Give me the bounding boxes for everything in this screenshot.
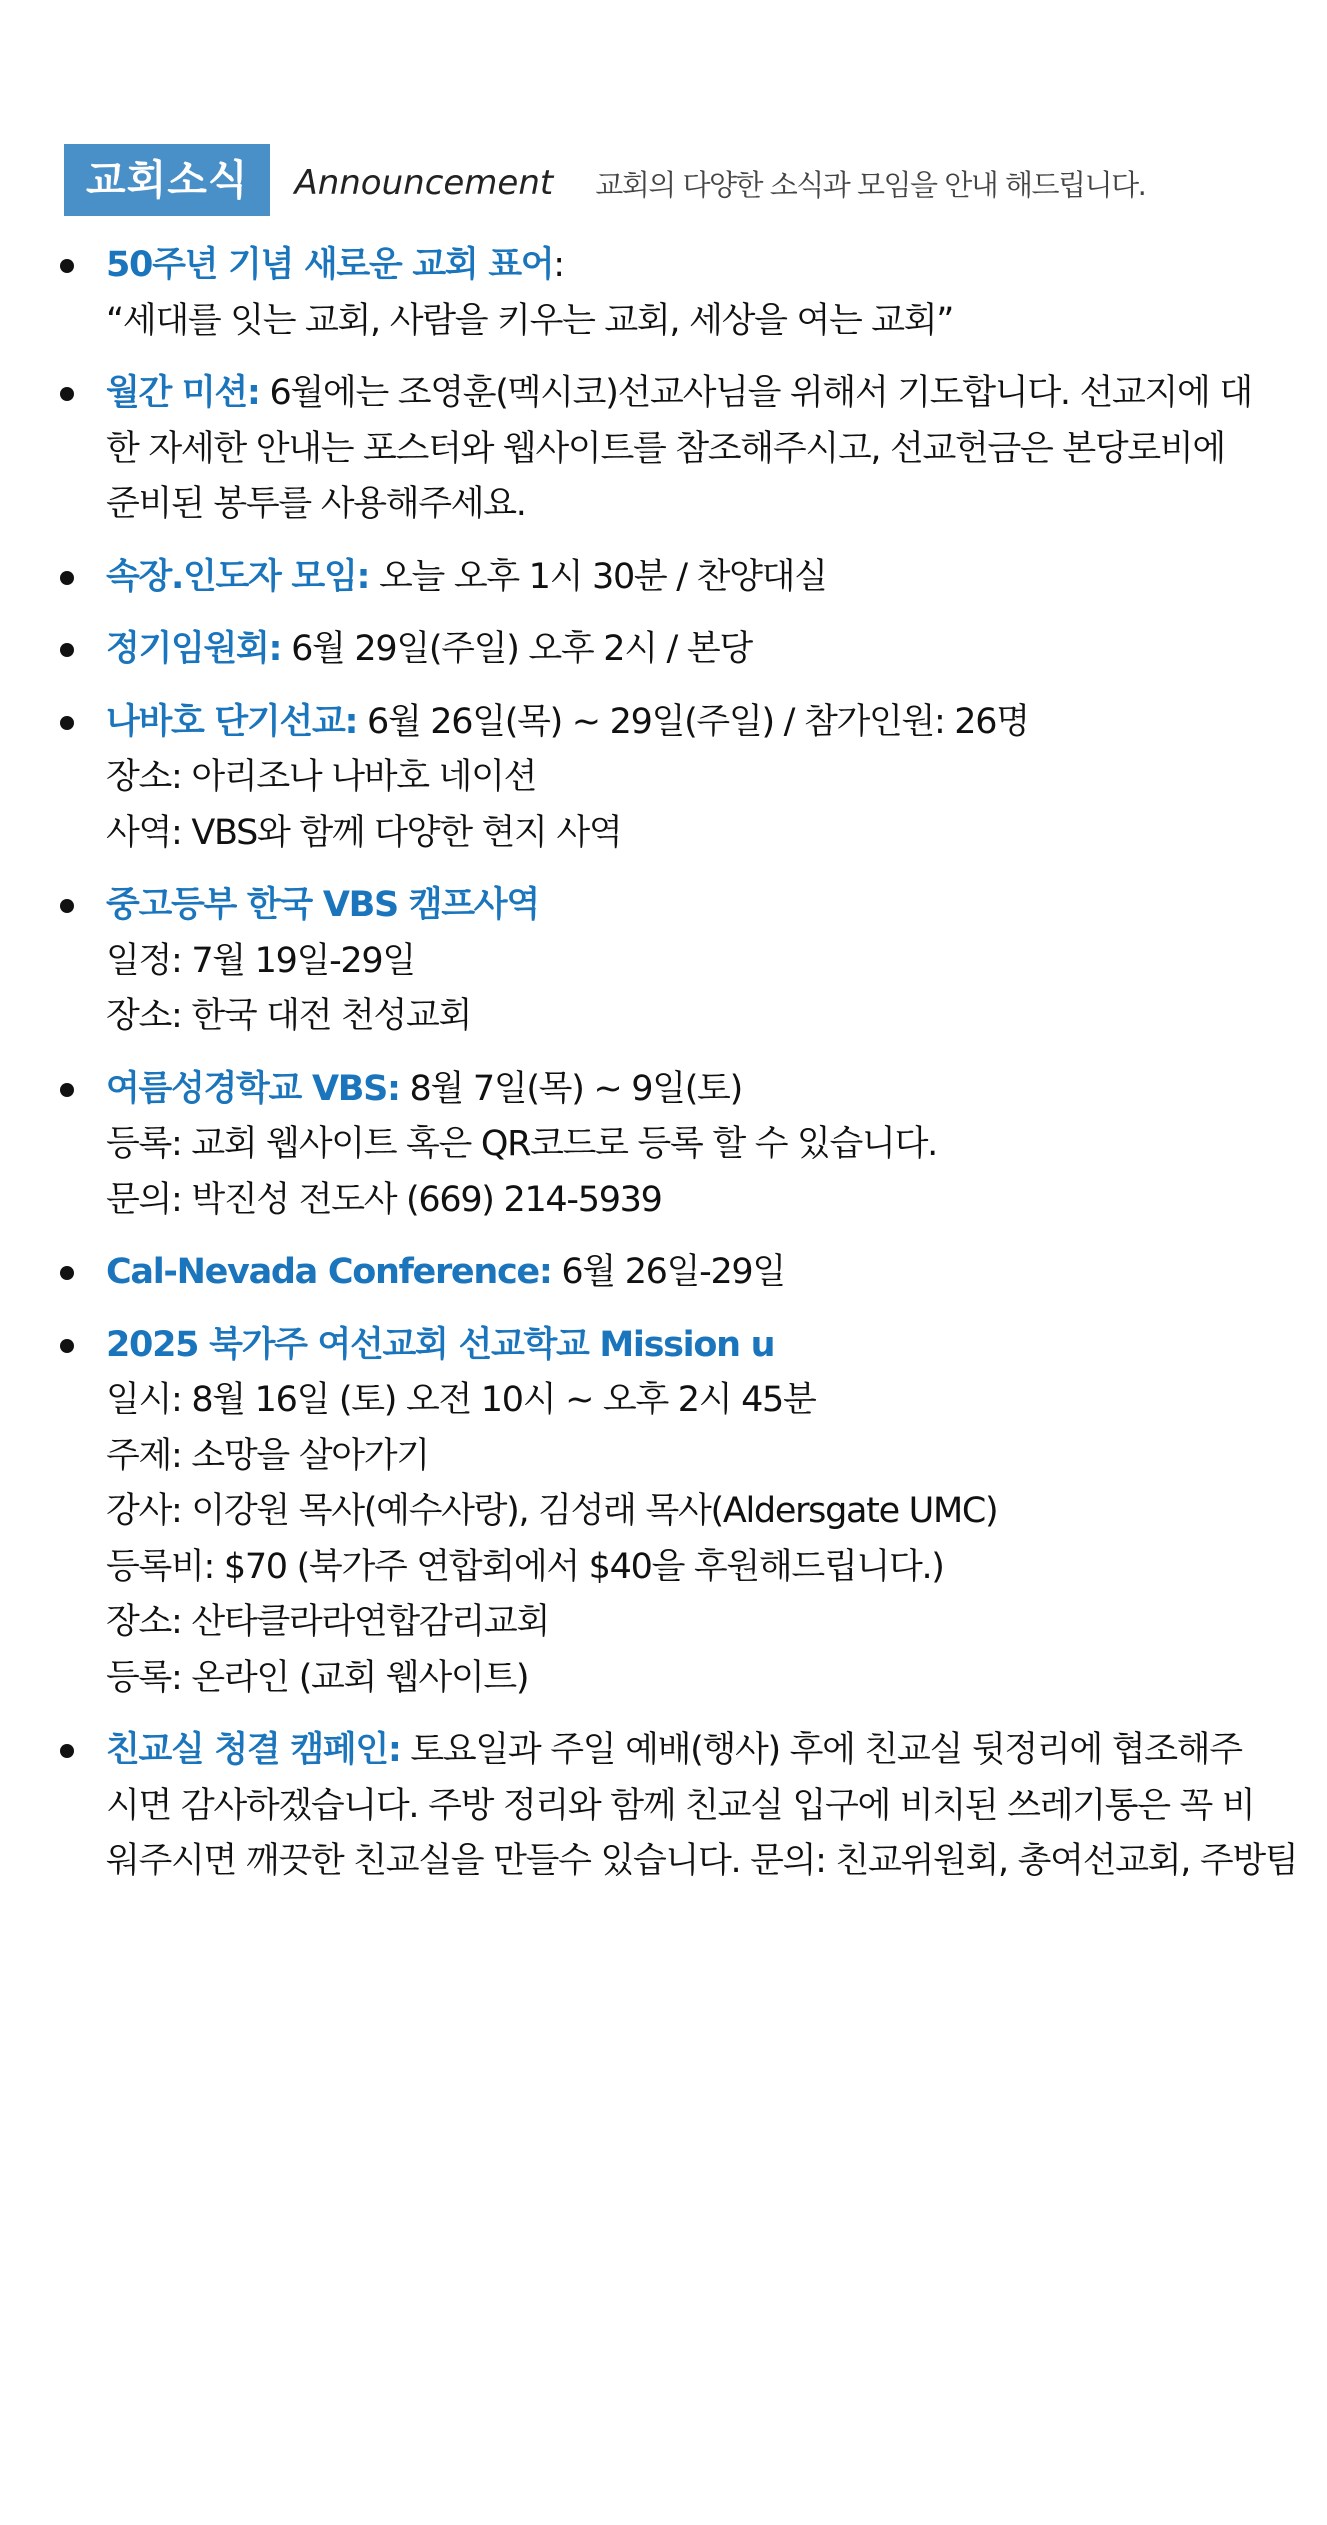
announcement-detail-line: 장소: 한국 대전 천성교회 bbox=[106, 996, 472, 1036]
announcement-first-line bbox=[106, 622, 1307, 678]
announcement-title: 50주년 기념 새로운 교회 표어 bbox=[106, 245, 554, 285]
announcement-item bbox=[0, 878, 1327, 1045]
announcement-item bbox=[0, 695, 1327, 862]
announcement-lead-text: 8월 7일(목) ~ 9일(토) bbox=[399, 1068, 742, 1109]
announcement-item bbox=[0, 1062, 1327, 1229]
announcement-item bbox=[0, 1318, 1327, 1707]
announcement-detail-line: “세대를 잇는 교회, 사람을 키우는 교회, 세상을 여는 교회” bbox=[106, 300, 954, 341]
bullet-icon bbox=[60, 1744, 74, 1758]
announcement-first-line bbox=[106, 1062, 1307, 1118]
announcement-title: 여름성경학교 VBS: bbox=[106, 1068, 400, 1109]
announcement-detail-line: 등록: 온라인 (교회 웹사이트) bbox=[106, 1657, 529, 1698]
announcement-first-line bbox=[106, 366, 1307, 422]
bullet-icon bbox=[60, 1083, 74, 1097]
announcement-header bbox=[64, 144, 1145, 216]
announcement-detail-line: 준비된 봉투를 사용해주세요. bbox=[106, 484, 526, 524]
announcement-first-line bbox=[106, 1723, 1307, 1779]
announcement-detail-line: 주제: 소망을 살아가기 bbox=[106, 1435, 429, 1476]
announcement-first-line bbox=[106, 238, 1307, 294]
announcement-detail-line: 시면 감사하겠습니다. 주방 정리와 함께 친교실 입구에 비치된 쓰레기통은 꼭 비 bbox=[106, 1785, 1255, 1826]
announcement-title: Cal-Nevada Conference: bbox=[106, 1252, 552, 1292]
announcement-detail-line: 등록: 교회 웹사이트 혹은 QR코드로 등록 할 수 있습니다. bbox=[106, 1124, 937, 1164]
bullet-icon bbox=[60, 643, 74, 657]
bullet-icon bbox=[60, 1266, 74, 1280]
announcement-lead-text: : bbox=[553, 245, 564, 285]
section-description: 교회의 다양한 소식과 모임을 안내 해드립니다. bbox=[595, 167, 1146, 202]
announcement-detail-line: 장소: 아리조나 나바호 네이션 bbox=[106, 757, 537, 797]
announcement-title: 친교실 청결 캠페인: bbox=[106, 1730, 401, 1770]
announcement-lead-text: 6월 26일(목) ~ 29일(주일) / 참가인원: 26명 bbox=[357, 701, 1029, 742]
bullet-icon bbox=[60, 259, 74, 273]
announcement-title: 중고등부 한국 VBS 캠프사역 bbox=[106, 885, 539, 925]
announcement-detail-line: 한 자세한 안내는 포스터와 웹사이트를 참조해주시고, 선교헌금은 본당로비에 bbox=[106, 428, 1225, 469]
announcement-lead-text: 6월에는 조영훈(멕시코)선교사님을 위해서 기도합니다. 선교지에 대 bbox=[259, 373, 1252, 413]
announcement-first-line bbox=[106, 695, 1307, 751]
announcement-detail-line: 일정: 7월 19일-29일 bbox=[106, 940, 415, 981]
announcement-detail-line: 일시: 8월 16일 (토) 오전 10시 ~ 오후 2시 45분 bbox=[106, 1380, 816, 1420]
section-english-title: Announcement bbox=[294, 163, 554, 203]
bullet-icon bbox=[60, 716, 74, 730]
announcement-title: 정기임원회: bbox=[106, 629, 282, 669]
announcement-title: 나바호 단기선교: bbox=[106, 701, 358, 742]
announcement-detail-line: 워주시면 깨끗한 친교실을 만들수 있습니다. 문의: 친교위원회, 총여선교회, 주방팀 bbox=[106, 1841, 1298, 1881]
announcement-detail-line: 등록비: $70 (북가주 연합회에서 $40을 후원해드립니다.) bbox=[106, 1546, 944, 1587]
announcement-lead-text: 6월 29일(주일) 오후 2시 / 본당 bbox=[281, 629, 752, 669]
announcement-item bbox=[0, 550, 1327, 606]
bullet-icon bbox=[60, 571, 74, 585]
announcement-first-line bbox=[106, 550, 1307, 606]
announcement-item bbox=[0, 622, 1327, 678]
announcement-lead-text: 오늘 오후 1시 30분 / 찬양대실 bbox=[369, 556, 827, 597]
announcement-title: 2025 북가주 여선교회 선교학교 Mission u bbox=[106, 1324, 775, 1365]
announcement-item bbox=[0, 366, 1327, 533]
announcement-title: 속장.인도자 모임: bbox=[106, 556, 370, 597]
bullet-icon bbox=[60, 899, 74, 913]
announcement-detail-line: 장소: 산타클라라연합감리교회 bbox=[106, 1602, 549, 1642]
section-badge: 교회소식 bbox=[64, 144, 270, 216]
announcement-item bbox=[0, 1723, 1327, 1890]
announcement-detail-line: 문의: 박진성 전도사 (669) 214-5939 bbox=[106, 1179, 662, 1220]
bullet-icon bbox=[60, 1339, 74, 1353]
announcement-item bbox=[0, 238, 1327, 349]
announcement-item bbox=[0, 1245, 1327, 1301]
announcement-first-line bbox=[106, 1318, 1307, 1374]
announcement-first-line bbox=[106, 878, 1307, 934]
announcement-detail-line: 사역: VBS와 함께 다양한 현지 사역 bbox=[106, 812, 622, 853]
announcement-lead-text: 토요일과 주일 예배(행사) 후에 친교실 뒷정리에 협조해주 bbox=[400, 1730, 1242, 1770]
announcement-title: 월간 미션: bbox=[106, 373, 260, 413]
announcement-first-line bbox=[106, 1245, 1307, 1301]
announcement-list bbox=[0, 238, 1327, 1907]
announcement-detail-line: 강사: 이강원 목사(예수사랑), 김성래 목사(Aldersgate UMC) bbox=[106, 1491, 998, 1531]
bullet-icon bbox=[60, 387, 74, 401]
announcement-lead-text: 6월 26일-29일 bbox=[551, 1252, 785, 1292]
